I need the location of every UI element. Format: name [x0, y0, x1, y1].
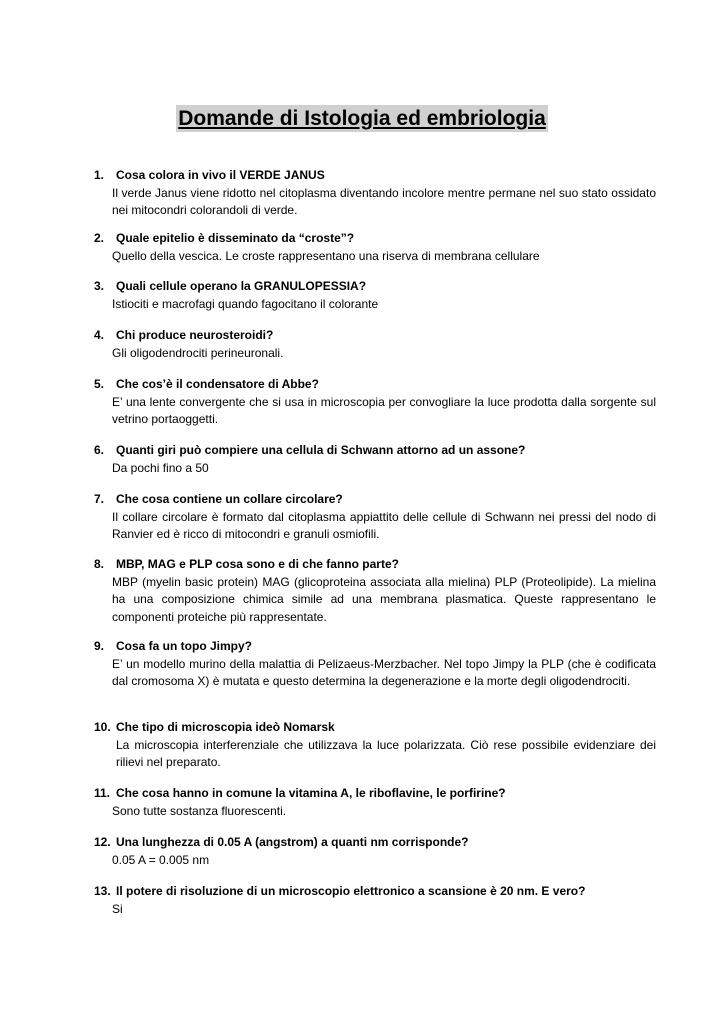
question-text: Che tipo di microscopia ideò Nomarsk: [116, 720, 335, 734]
question-number: 9.: [94, 639, 105, 653]
answer-text: E’ un modello murino della malattia di Pelizaeus-Merzbacher. Nel topo Jimpy la PLP (che è codificata dal cromosoma X) è mutata e questo determina la degenerazione e la morte degli oligodendrociti.: [112, 656, 656, 688]
qa-item-1: [94, 167, 656, 220]
question-number: 8.: [94, 557, 105, 571]
qa-item-8: [94, 556, 656, 626]
question: [94, 638, 656, 656]
question-number: 10.: [94, 720, 111, 734]
question: [94, 834, 656, 852]
question: [94, 785, 656, 803]
answer-text: Il verde Janus viene ridotto nel citoplasma diventando incolore mentre permane nel suo stato ossidato nei mitocondri colorandoli di verde.: [112, 185, 656, 217]
question-number: 13.: [94, 884, 111, 898]
question-text: Il potere di risoluzione di un microscopio elettronico a scansione è 20 nm. E vero?: [116, 884, 586, 898]
question-text: Che cosa contiene un collare circolare?: [116, 492, 343, 506]
question-text: Una lunghezza di 0.05 A (angstrom) a quanti nm corrisponde?: [116, 835, 469, 849]
qa-item-10: [94, 719, 656, 772]
qa-item-2: [94, 230, 656, 265]
question-number: 5.: [94, 377, 105, 391]
answer-text: 0.05 A = 0.005 nm: [112, 852, 210, 867]
question-text: Cosa fa un topo Jimpy?: [116, 639, 253, 653]
qa-item-13: [94, 883, 656, 918]
answer-text: E’ una lente convergente che si usa in microscopia per convogliare la luce prodotta dalla sorgente sul vetrino portaoggetti.: [112, 394, 656, 426]
question: [94, 491, 656, 509]
question: [94, 376, 656, 394]
question-text: Che cosa hanno in comune la vitamina A, le riboflavine, le porfirine?: [116, 786, 506, 800]
answer-text: Il collare circolare è formato dal citoplasma appiattito delle cellule di Schwann nei pressi del nodo di Ranvier ed è ricco di mitocondri e granuli osmiofili.: [112, 509, 656, 541]
question-text: MBP, MAG e PLP cosa sono e di che fanno parte?: [116, 557, 399, 571]
question-number: 12.: [94, 835, 111, 849]
question-text: Che cos’è il condensatore di Abbe?: [116, 377, 319, 391]
question-number: 6.: [94, 443, 105, 457]
question: [94, 327, 656, 345]
answer-text: MBP (myelin basic protein) MAG (glicoproteina associata alla mielina) PLP (Proteolipide). La mielina ha una composizione chimica simile ad una membrana plasmatica. Queste rappresentano le componenti proteiche più rappresentate.: [112, 574, 656, 624]
qa-item-3: [94, 278, 656, 313]
question-text: Chi produce neurosteroidi?: [116, 328, 274, 342]
question: [94, 883, 656, 901]
question-text: Quanti giri può compiere una cellula di Schwann attorno ad un assone?: [116, 443, 526, 457]
answer-text: Istiociti e macrofagi quando fagocitano il colorante: [112, 296, 379, 311]
question-text: Cosa colora in vivo il VERDE JANUS: [116, 168, 325, 182]
answer-text: La microscopia interferenziale che utilizzava la luce polarizzata. Ciò rese possibile evidenziare dei rilievi nel preparato.: [116, 737, 656, 769]
answer-text: Si: [112, 901, 123, 916]
question: [94, 442, 656, 460]
qa-item-11: [94, 785, 656, 820]
qa-item-9: [94, 638, 656, 691]
question-number: 1.: [94, 168, 105, 182]
qa-item-12: [94, 834, 656, 869]
question-number: 7.: [94, 492, 105, 506]
qa-item-4: [94, 327, 656, 362]
question-number: 11.: [94, 786, 111, 800]
qa-item-7: [94, 491, 656, 544]
qa-item-5: [94, 376, 656, 429]
question-number: 3.: [94, 279, 105, 293]
answer-text: Da pochi fino a 50: [112, 460, 209, 475]
answer-text: Quello della vescica. Le croste rappresentano una riserva di membrana cellulare: [112, 248, 540, 263]
question: [94, 167, 656, 185]
question: [94, 719, 656, 737]
qa-item-6: [94, 442, 656, 477]
answer-text: Gli oligodendrociti perineuronali.: [112, 345, 284, 360]
question: [94, 230, 656, 248]
question-text: Quale epitelio è disseminato da “croste”?: [116, 231, 355, 245]
document-title: Domande di Istologia ed embriologia: [178, 107, 546, 130]
question: [94, 556, 656, 574]
document-title-wrap: [0, 105, 724, 132]
question-number: 2.: [94, 231, 105, 245]
question-text: Quali cellule operano la GRANULOPESSIA?: [116, 279, 367, 293]
question-number: 4.: [94, 328, 105, 342]
question: [94, 278, 656, 296]
answer-text: Sono tutte sostanza fluorescenti.: [112, 803, 287, 818]
